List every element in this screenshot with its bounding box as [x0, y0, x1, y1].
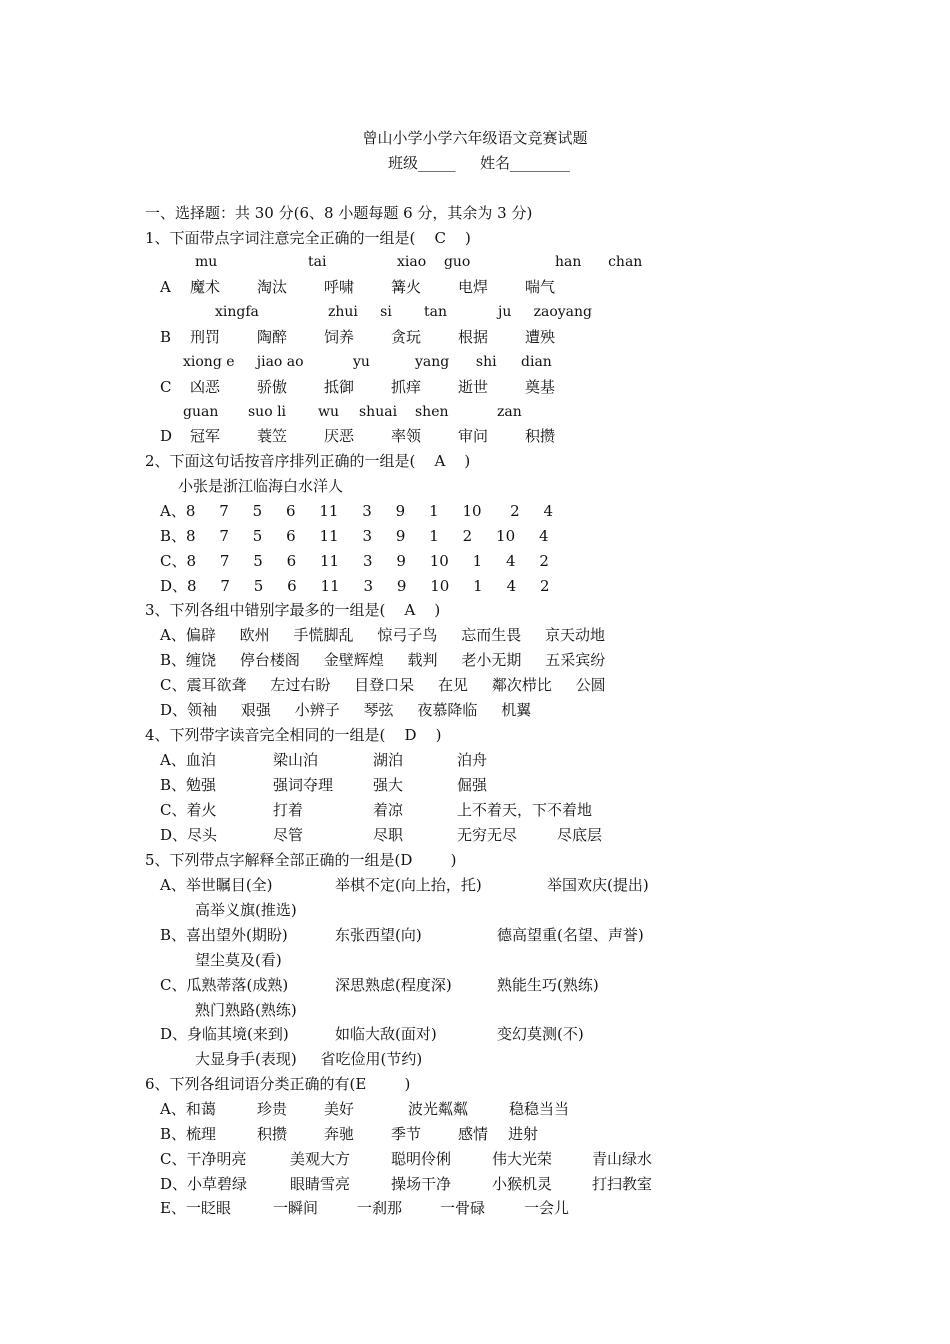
- option-letter: A: [160, 278, 171, 296]
- option-word: 尽职: [373, 826, 404, 844]
- option-word: A、和蔼: [160, 1100, 216, 1118]
- option-word: 强大: [373, 776, 404, 794]
- option-word: 泊舟: [457, 751, 488, 769]
- option-word: 奠基: [525, 378, 556, 396]
- option-word: 举国欢庆(提出): [547, 876, 649, 894]
- option-word: 如临大敌(面对): [335, 1025, 437, 1043]
- question-3-stem: 3、下列各组中错别字最多的一组是( A ): [145, 601, 441, 619]
- option-word: 举棋不定(向上抬，托): [335, 876, 482, 894]
- answer-option: D、领袖 艰强 小辨子 琴弦 夜慕降临 机翼: [160, 701, 532, 719]
- option-word: 淘汰: [257, 278, 288, 296]
- option-word: 凶恶: [190, 378, 221, 396]
- pinyin-annotation: guan: [183, 404, 219, 420]
- option-word: 无穷无尽: [457, 826, 518, 844]
- option-word: 审问: [458, 427, 489, 445]
- option-word: 着凉: [373, 801, 404, 819]
- answer-option: B、8 7 5 6 11 3 9 1 2 10 4: [160, 527, 549, 545]
- option-word: 东张西望(向): [335, 926, 422, 944]
- option-word: 尽管: [273, 826, 304, 844]
- option-word: 率领: [391, 427, 422, 445]
- pinyin-annotation: shen: [415, 404, 449, 420]
- option-word: 湖泊: [373, 751, 404, 769]
- option-word: 尽底层: [557, 826, 603, 844]
- question-6-stem: 6、下列各组词语分类正确的有(E ): [145, 1075, 411, 1093]
- option-word: 梁山泊: [273, 751, 319, 769]
- class-field-label: 班级_____: [388, 154, 456, 172]
- option-word: 德高望重(名望、声誉): [497, 926, 644, 944]
- option-word: 季节: [391, 1125, 422, 1143]
- option-word: 稳稳当当: [509, 1100, 570, 1118]
- option-word: 变幻莫测(不): [497, 1025, 584, 1043]
- option-word: D、尽头: [160, 826, 218, 844]
- question-1-stem: 1、下面带点字词注意完全正确的一组是( C ): [145, 229, 471, 247]
- pinyin-annotation: suo li: [248, 404, 287, 420]
- option-word: B、勉强: [160, 776, 217, 794]
- option-word: 操场干净: [391, 1175, 452, 1193]
- question-4-stem: 4、下列带字读音完全相同的一组是( D ): [145, 726, 442, 744]
- option-word: 饲养: [324, 328, 355, 346]
- option-word: C、瓜熟蒂落(成熟): [160, 976, 289, 994]
- pinyin-annotation: tai: [308, 254, 327, 270]
- option-word: 打着: [273, 801, 304, 819]
- section-heading: 一、选择题：共 30 分(6、8 小题每题 6 分，其余为 3 分): [145, 204, 533, 222]
- answer-option: B、缠饶 停台楼阁 金壁辉煌 载判 老小无期 五采宾纷: [160, 651, 606, 669]
- option-word: B、梳理: [160, 1125, 217, 1143]
- option-word: 聪明伶俐: [391, 1150, 452, 1168]
- pinyin-annotation: tan: [424, 304, 447, 320]
- option-word: A、血泊: [160, 751, 216, 769]
- option-word: 呼啸: [324, 278, 355, 296]
- answer-option: C、震耳欲聋 左过右盼 目登口呆 在见 鄰次栉比 公圆: [160, 676, 606, 694]
- question-2-stem: 2、下面这句话按音序排列正确的一组是( A ): [145, 452, 471, 470]
- pinyin-annotation: wu: [318, 404, 339, 420]
- option-letter: C: [160, 378, 172, 396]
- option-word: 进射: [508, 1125, 539, 1143]
- pinyin-annotation: zhui si: [328, 304, 392, 320]
- option-word: B、喜出望外(期盼): [160, 926, 288, 944]
- option-word: 逝世: [458, 378, 489, 396]
- name-field-label: 姓名________: [480, 154, 571, 172]
- option-word: 魔术: [190, 278, 221, 296]
- option-word: 珍贵: [257, 1100, 288, 1118]
- question-2-sentence: 小张是浙江临海白水洋人: [178, 477, 344, 495]
- option-word: 青山绿水: [592, 1150, 653, 1168]
- option-word: 高举义旗(推选): [195, 901, 297, 919]
- option-word: 根据: [458, 328, 489, 346]
- option-word: 骄傲: [257, 378, 288, 396]
- option-word: 厌恶: [324, 427, 355, 445]
- option-word: 刑罚: [190, 328, 221, 346]
- option-word: 抓痒: [391, 378, 422, 396]
- option-word: 冠军: [190, 427, 221, 445]
- pinyin-annotation: han chan: [555, 254, 643, 270]
- option-word: 熟能生巧(熟练): [497, 976, 599, 994]
- pinyin-annotation: yu: [353, 354, 370, 370]
- option-word: 一刹那: [357, 1199, 403, 1217]
- question-5-stem: 5、下列带点字解释全部正确的一组是(D ): [145, 851, 457, 869]
- pinyin-annotation: dian: [521, 354, 552, 370]
- option-word: 贪玩: [391, 328, 422, 346]
- pinyin-annotation: ju zaoyang: [498, 304, 592, 320]
- answer-option: A、偏辟 欧州 手慌脚乱 惊弓子鸟 忘而生畏 京天动地: [160, 626, 606, 644]
- pinyin-annotation: yang shi: [415, 354, 497, 370]
- option-word: 喘气: [525, 278, 556, 296]
- option-word: C、着火: [160, 801, 217, 819]
- option-word: 望尘莫及(看): [195, 951, 282, 969]
- option-word: 上不着天，下不着地: [457, 801, 593, 819]
- option-word: 波光粼粼: [408, 1100, 469, 1118]
- option-word: 美好: [324, 1100, 355, 1118]
- option-word: 倔强: [457, 776, 488, 794]
- answer-option: A、8 7 5 6 11 3 9 1 10 2 4: [160, 502, 554, 520]
- option-word: D、身临其境(来到): [160, 1025, 289, 1043]
- option-word: 篝火: [391, 278, 422, 296]
- option-word: 一骨碌: [440, 1199, 486, 1217]
- option-word: 大显身手(表现) 省吃俭用(节约): [195, 1050, 423, 1068]
- pinyin-annotation: xiong e jiao ao: [183, 354, 304, 370]
- option-word: C、干净明亮: [160, 1150, 247, 1168]
- page-title: 曾山小学小学六年级语文竞赛试题: [362, 129, 588, 147]
- option-word: 遭殃: [525, 328, 556, 346]
- option-word: A、举世瞩目(全): [160, 876, 273, 894]
- option-word: 陶醉: [257, 328, 288, 346]
- option-word: 奔驰: [324, 1125, 355, 1143]
- pinyin-annotation: xingfa: [215, 304, 259, 320]
- option-letter: D: [160, 427, 173, 445]
- option-word: E、一眨眼: [160, 1199, 231, 1217]
- option-word: 深思熟虑(程度深): [335, 976, 452, 994]
- option-word: 一瞬间: [273, 1199, 319, 1217]
- option-word: 积攒: [257, 1125, 288, 1143]
- option-word: 感情: [458, 1125, 489, 1143]
- answer-option: C、8 7 5 6 11 3 9 10 1 4 2: [160, 552, 549, 570]
- option-letter: B: [160, 328, 172, 346]
- option-word: D、小草碧绿: [160, 1175, 248, 1193]
- option-word: 小猴机灵: [492, 1175, 553, 1193]
- answer-option: D、8 7 5 6 11 3 9 10 1 4 2: [160, 577, 550, 595]
- pinyin-annotation: mu: [195, 254, 218, 270]
- option-word: 一会儿: [524, 1199, 570, 1217]
- option-word: 眼睛雪亮: [290, 1175, 351, 1193]
- option-word: 蓑笠: [257, 427, 288, 445]
- pinyin-annotation: zan: [497, 404, 522, 420]
- option-word: 强词夺理: [273, 776, 334, 794]
- option-word: 伟大光荣: [492, 1150, 553, 1168]
- option-word: 积攒: [525, 427, 556, 445]
- option-word: 熟门熟路(熟练): [195, 1001, 297, 1019]
- pinyin-annotation: xiao guo: [397, 254, 471, 270]
- pinyin-annotation: shuai: [359, 404, 398, 420]
- option-word: 电焊: [458, 278, 489, 296]
- option-word: 抵御: [324, 378, 355, 396]
- option-word: 美观大方: [290, 1150, 351, 1168]
- option-word: 打扫教室: [592, 1175, 653, 1193]
